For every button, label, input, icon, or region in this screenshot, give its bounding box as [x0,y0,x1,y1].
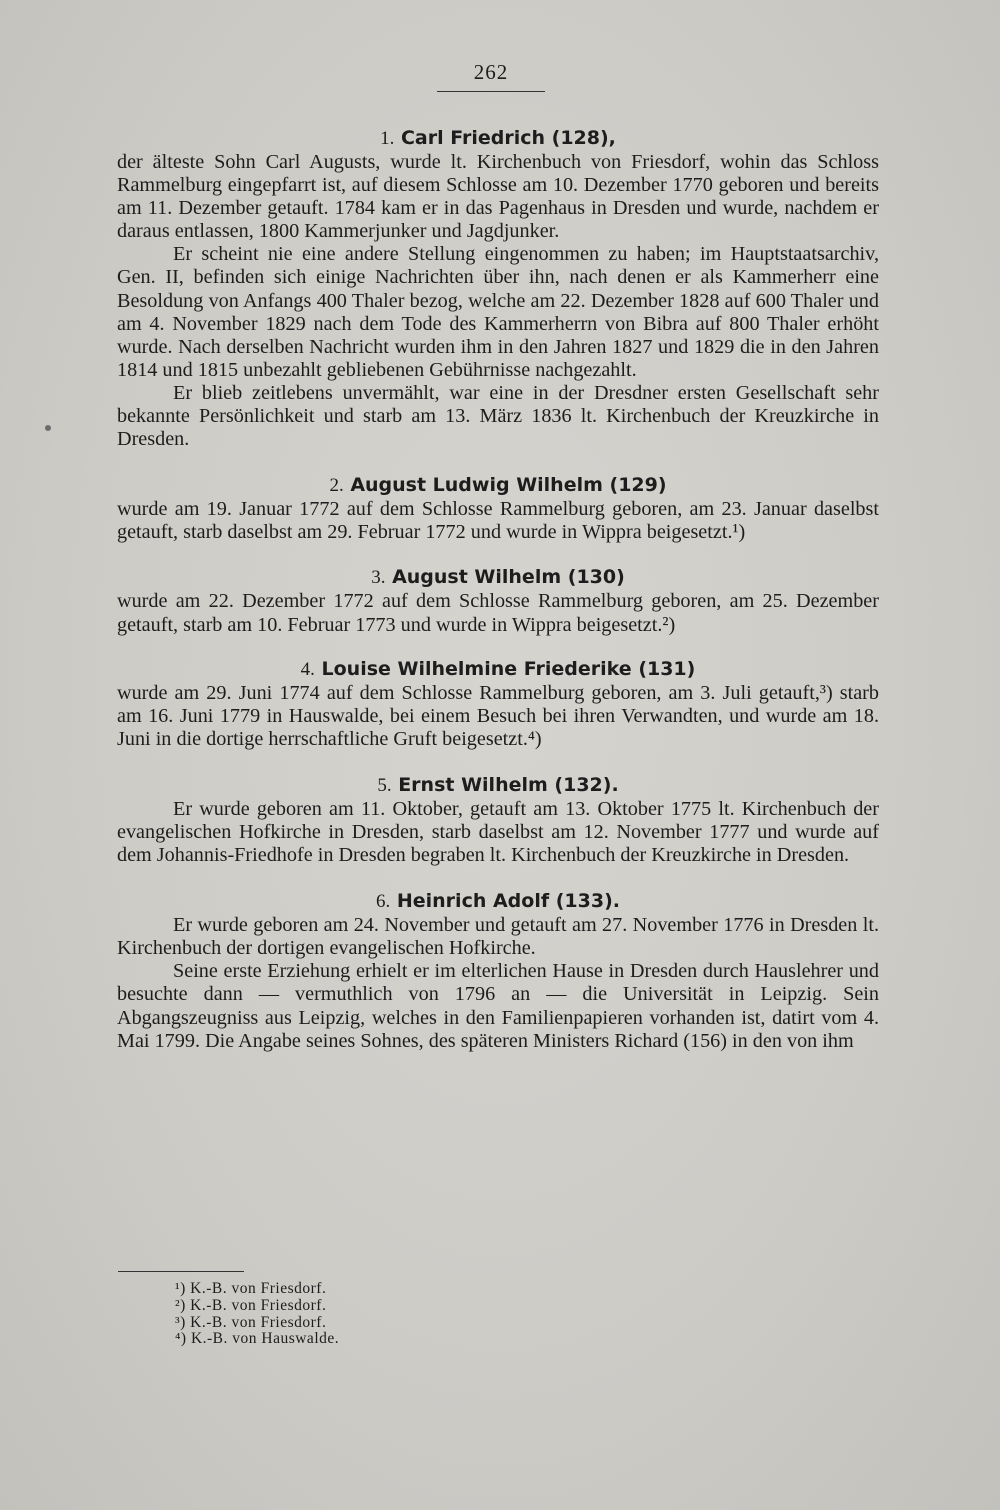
section-number: 2. [329,475,344,497]
paragraph: Er scheint nie eine andere Stellung eingenommen zu haben; im Hauptstaatsarchiv, Gen. II, befinden sich einige Nachrichten über ihn, nach denen er als Kammerherr eine Besoldung von Anfangs 400 Thaler bezog, welche am 22. Dezember 1828 auf 600 Thaler und am 4. November 1829 nach dem Tode des Kammerherrn von Bibra auf 800 Thaler erhöht wurde. Nach derselben Nachricht wurden ihm in den Jahren 1827 und 1829 die in den Jahren 1814 und 1815 unbezahlt gebliebenen Gebührnisse nachgezahlt. [117,243,879,381]
section-heading [117,126,879,151]
footnotes [175,1281,339,1348]
section-number: 1. [380,128,395,149]
page-number-rule [437,91,545,92]
paragraph: wurde am 19. Januar 1772 auf dem Schlosse Rammelburg geboren, am 23. Januar daselbst getauft, starb daselbst am 29. Februar 1772 und wurde in Wippra beigesetzt.¹) [117,498,879,544]
section-ref: (131) [638,657,696,680]
section-number: 4. [300,658,315,680]
paragraph: wurde am 29. Juni 1774 auf dem Schlosse Rammelburg geboren, am 3. Juli getauft,³) starb am 16. Juni 1779 in Hauswalde, bei einem Besuch bei ihren Verwandten, und wurde am 18. Juni in die dortige herrschaftliche Gruft beigesetzt.⁴) [117,681,879,750]
footnote: ¹) K.-B. von Friesdorf. [175,1280,327,1297]
scan-spot [45,425,51,431]
page-body [117,126,879,1053]
section-carl-friedrich [117,126,879,451]
section-ref: (128), [551,127,616,149]
section-heading [117,773,879,798]
section-title: August Wilhelm [392,566,562,589]
section-heading [117,889,879,914]
paragraph: wurde am 22. Dezember 1772 auf dem Schlosse Rammelburg geboren, am 25. Dezember getauft, starb am 10. Februar 1773 und wurde in Wippra beigesetzt.²) [117,590,879,636]
section-heading [117,473,879,498]
section-ref: (133). [555,890,620,913]
section-title: Heinrich Adolf [396,890,550,913]
section-august-wilhelm [117,565,879,636]
paragraph: Er wurde geboren am 24. November und getauft am 27. November 1776 in Dresden lt. Kirchenbuch der dortigen evangelischen Hofkirche. [117,914,879,960]
section-heading [117,657,879,682]
footnote-rule [118,1271,244,1272]
section-august-ludwig-wilhelm [117,473,879,544]
section-number: 6. [375,891,391,913]
footnote: ³) K.-B. von Friesdorf. [175,1313,327,1331]
section-title: Ernst Wilhelm [398,773,548,796]
section-ref: (129) [609,474,667,497]
paragraph: der älteste Sohn Carl Augusts, wurde lt. Kirchenbuch von Friesdorf, wohin das Schloss Rammelburg eingepfarrt ist, auf diesem Schlosse am 10. Dezember 1770 geboren und bereits am 11. Dezember getauft. 1784 kam er in das Pagenhaus in Dresden und wurde, nachdem er daraus entlassen, 1800 Kammerjunker und Jagdjunker. [117,151,879,243]
section-title: August Ludwig Wilhelm [350,474,603,497]
section-ernst-wilhelm [117,773,879,867]
footnote: ⁴) K.-B. von Hauswalde. [175,1330,340,1348]
paragraph: Er blieb zeitlebens unvermählt, war eine in der Dresdner ersten Gesellschaft sehr bekannte Persönlichkeit und starb am 13. März 1836 lt. Kirchenbuch der Kreuzkirche in Dresden. [117,381,879,451]
section-heading [117,565,879,590]
page-number-block [437,60,545,92]
paragraph: Seine erste Erziehung erhielt er im elterlichen Hause in Dresden durch Hauslehrer und besuchte dann — vermuthlich von 1796 an — die Universität in Leipzig. Sein Abgangszeugniss aus Leipzig, welches in den Familienpapieren vorhanden ist, datirt vom 4. Mai 1799. Die Angabe seines Sohnes, des späteren Ministers Richard (156) in den von ihm [117,960,879,1052]
footnote: ²) K.-B. von Friesdorf. [175,1296,327,1314]
section-ref: (132). [554,773,619,796]
page-number: 262 [473,60,509,84]
section-heinrich-adolf [117,889,879,1053]
section-title: Carl Friedrich [400,127,546,149]
section-ref: (130) [567,566,625,589]
paragraph: Er wurde geboren am 11. Oktober, getauft am 13. Oktober 1775 lt. Kirchenbuch der evangelischen Hofkirche in Dresden, starb daselbst am 12. November 1777 und wurde auf dem Johannis-Friedhofe in Dresden begraben lt. Kirchenbuch der Kreuzkirche in Dresden. [117,797,879,867]
section-louise-wilhelmine-friederike [117,657,879,751]
section-number: 5. [377,774,392,796]
section-title: Louise Wilhelmine Friederike [321,657,632,680]
section-number: 3. [371,567,386,589]
